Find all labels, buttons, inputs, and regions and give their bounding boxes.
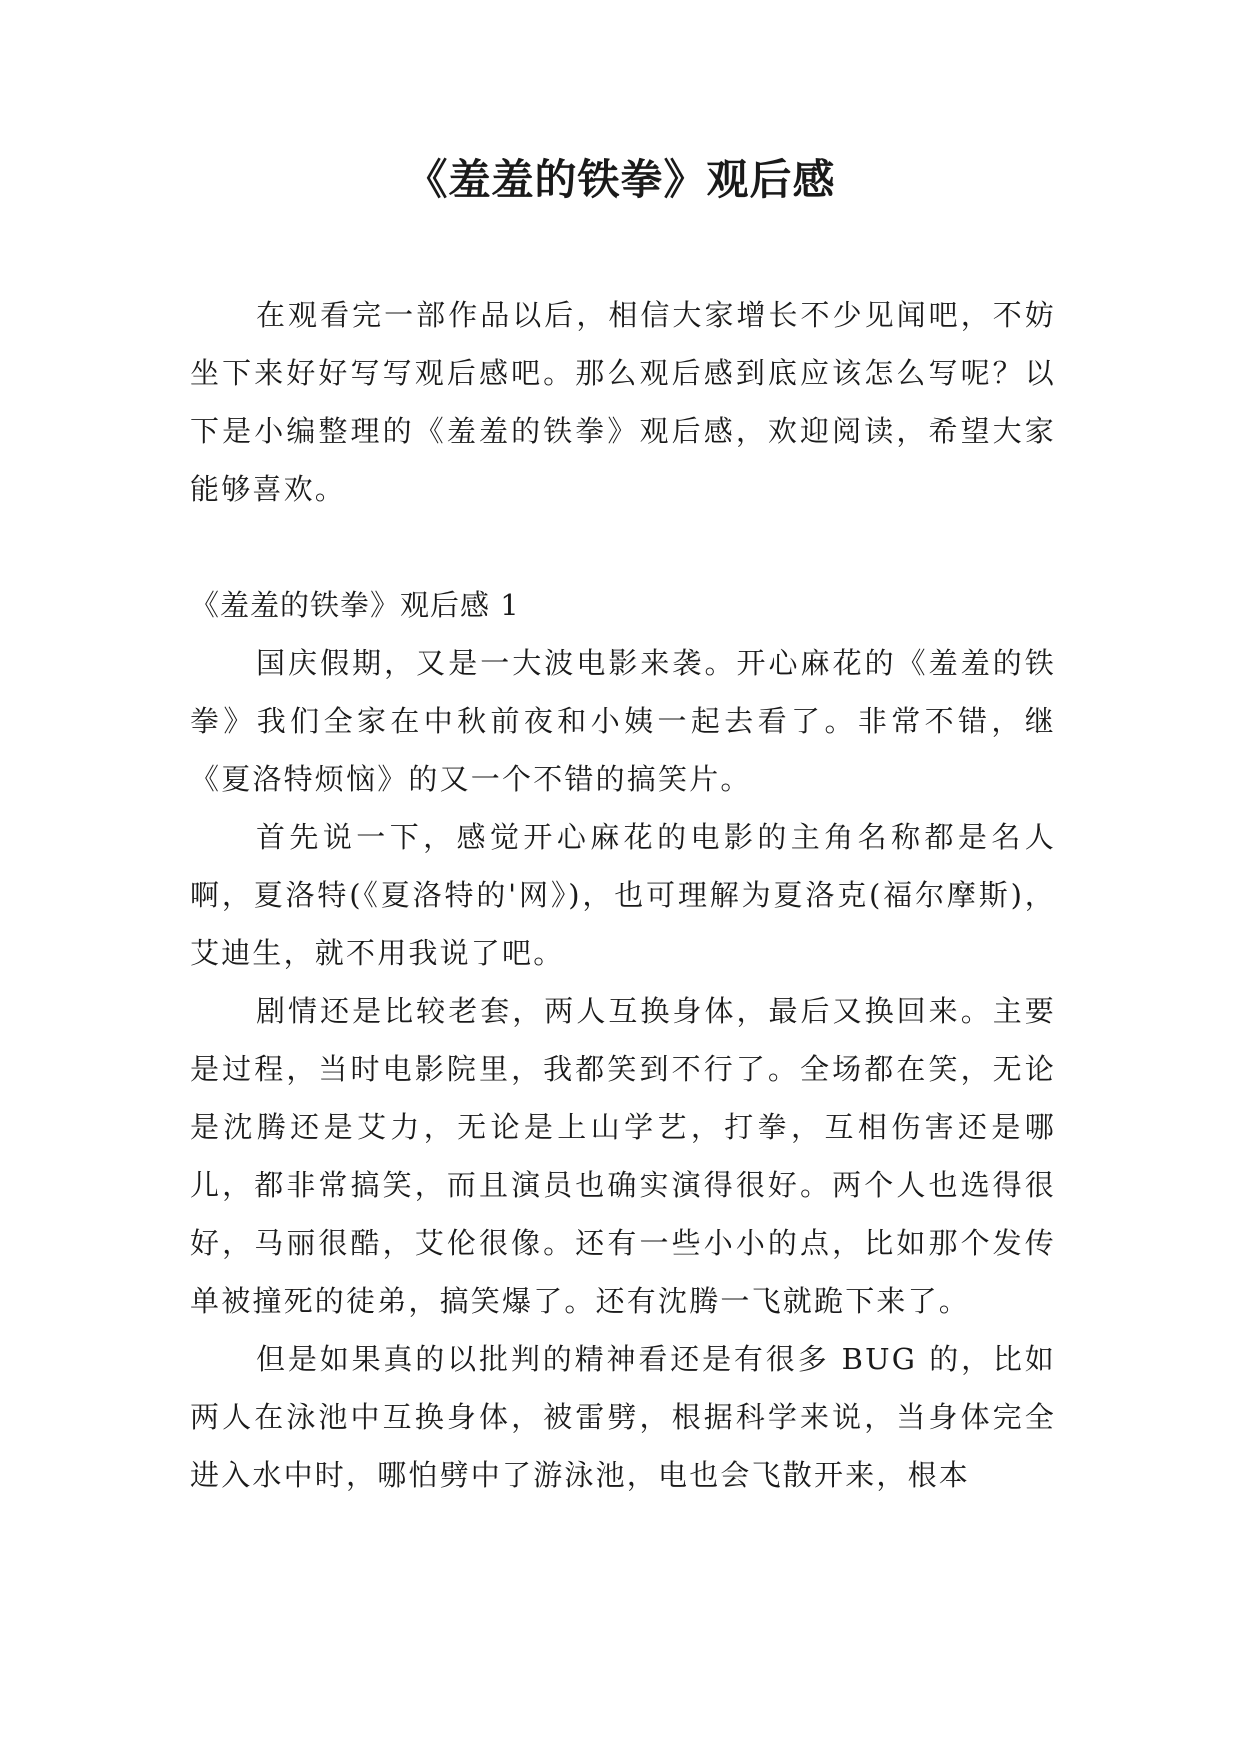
intro-paragraph: 在观看完一部作品以后，相信大家增长不少见闻吧，不妨坐下来好好写写观后感吧。那么观后感到底应该怎么写呢？以下是小编整理的《羞羞的铁拳》观后感，欢迎阅读，希望大家能够喜欢。 <box>190 298 1056 506</box>
body-paragraph-4: 但是如果真的以批判的精神看还是有很多 BUG 的，比如两人在泳池中互换身体，被雷劈，根据科学来说，当身体完全进入水中时，哪怕劈中了游泳池，电也会飞散开来，根本 <box>190 1342 1056 1492</box>
document-body <box>190 286 1056 1504</box>
body-paragraph-3: 剧情还是比较老套，两人互换身体，最后又换回来。主要是过程，当时电影院里，我都笑到不行了。全场都在笑，无论是沈腾还是艾力，无论是上山学艺，打拳，互相伤害还是哪儿，都非常搞笑，而且演员也确实演得很好。两个人也选得很好，马丽很酷，艾伦很像。还有一些小小的点，比如那个发传单被撞死的徒弟，搞笑爆了。还有沈腾一飞就跪下来了。 <box>190 994 1056 1318</box>
body-paragraph-2: 首先说一下，感觉开心麻花的电影的主角名称都是名人啊，夏洛特(《夏洛特的'网》)，也可理解为夏洛克(福尔摩斯)，艾迪生，就不用我说了吧。 <box>190 820 1056 970</box>
section-heading: 《羞羞的铁拳》观后感 1 <box>190 588 520 622</box>
document-title: 《羞羞的铁拳》观后感 <box>405 155 836 204</box>
body-paragraph-1: 国庆假期，又是一大波电影来袭。开心麻花的《羞羞的铁拳》我们全家在中秋前夜和小姨一起去看了。非常不错，继《夏洛特烦恼》的又一个不错的搞笑片。 <box>190 646 1056 796</box>
